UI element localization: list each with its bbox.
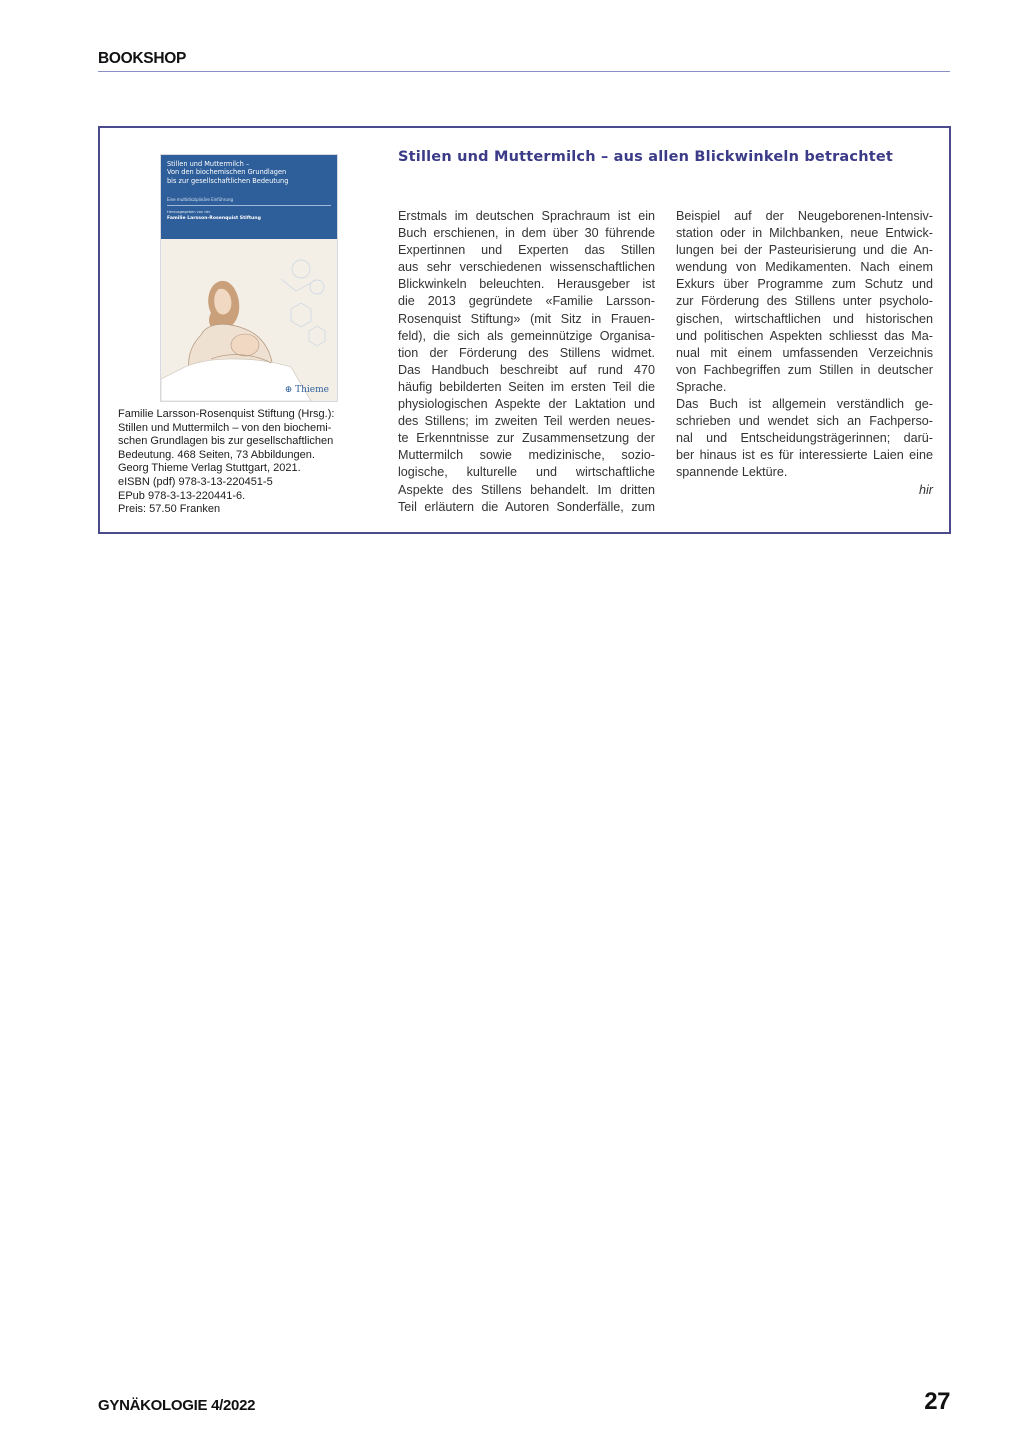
text-line: Das Handbuch beschreibt auf rund 470 bbox=[398, 362, 655, 377]
text-line: Exkurs über Programme zum Schutz und bbox=[676, 277, 933, 292]
text-line: schrieben und wendet sich an Fachperso- bbox=[676, 414, 933, 429]
publisher-logo: ⊕ Thieme bbox=[284, 385, 329, 395]
text-line: die 2013 gegründete «Familie Larsson- bbox=[398, 294, 655, 309]
text-line: lungen bei der Pasteurisierung und die An- bbox=[676, 243, 933, 258]
text-line: Rosenquist Stiftung» (mit Sitz in Frauen- bbox=[398, 311, 655, 326]
caption-line: Georg Thieme Verlag Stuttgart, 2021. bbox=[118, 462, 301, 475]
text-line: aus sehr verschiedenen wissenschaftlichen bbox=[398, 260, 655, 275]
publisher-name: Thieme bbox=[295, 385, 329, 395]
article-title: Stillen und Muttermilch – aus allen Blickwinkeln betrachtet bbox=[398, 149, 894, 165]
caption-line: Stillen und Muttermilch – von den biochemi- bbox=[118, 421, 332, 434]
header-rule bbox=[98, 71, 950, 72]
text-line: Das Buch ist allgemein verständlich ge- bbox=[676, 397, 933, 412]
cover-divider bbox=[167, 205, 331, 206]
cover-title-line: Von den biochemischen Grundlagen bbox=[167, 168, 287, 177]
text-line: Aspekte des Stillens behandelt. Im dritten bbox=[398, 482, 655, 497]
text-line: tion der Förderung des Stillens widmet. bbox=[398, 345, 655, 360]
book-review-box bbox=[98, 126, 951, 534]
cover-subtitle: Eine multidisziplinäre Einführung bbox=[167, 197, 234, 202]
text-line: nal und Entscheidungsträgerinnen; darü- bbox=[676, 431, 933, 446]
caption-line: eISBN (pdf) 978-3-13-220451-5 bbox=[118, 475, 273, 488]
book-cover bbox=[160, 154, 338, 402]
caption-line: Familie Larsson-Rosenquist Stiftung (Hrsg.): bbox=[118, 408, 335, 420]
text-line: spannende Lektüre. bbox=[676, 465, 788, 480]
caption-line: schen Grundlagen bis zur gesellschaftlichen bbox=[118, 435, 334, 448]
author-signature: hir bbox=[919, 482, 933, 497]
cover-editor: Familie Larsson-Rosenquist Stiftung bbox=[167, 216, 261, 221]
text-line: Blickwinkeln beleuchten. Herausgeber ist bbox=[398, 277, 655, 292]
text-line: Buch erschienen, in dem über 30 führende bbox=[398, 226, 655, 241]
page-number: 27 bbox=[924, 1388, 950, 1415]
text-line: Expertinnen und Experten das Stillen bbox=[398, 243, 655, 258]
mother-breastfeeding-illustration bbox=[161, 239, 337, 401]
text-line: häufig bebilderten Seiten im ersten Teil die bbox=[398, 379, 655, 394]
text-line: ber hinaus ist es für interessierte Laien eine bbox=[676, 448, 933, 463]
cover-title-panel bbox=[161, 155, 337, 239]
text-line: te Erkenntnisse zur Zusammensetzung der bbox=[398, 431, 655, 446]
text-line: zur Förderung des Stillens unter psycholo- bbox=[676, 294, 933, 309]
text-line: station oder in Milchbanken, neue Entwick- bbox=[676, 226, 933, 241]
cover-title bbox=[167, 160, 332, 185]
text-line: des Stillens; im zweiten Teil werden neues- bbox=[398, 414, 655, 429]
text-line: physiologischen Aspekte der Laktation und bbox=[398, 397, 655, 412]
caption-line: Preis: 57.50 Franken bbox=[118, 503, 221, 516]
cover-title-line: bis zur gesellschaftlichen Bedeutung bbox=[167, 176, 289, 185]
text-line: Sprache. bbox=[676, 379, 727, 394]
text-line: von Fachbegriffen zum Stillen in deutscher bbox=[676, 362, 933, 377]
article-column-2 bbox=[676, 208, 933, 499]
section-title: BOOKSHOP bbox=[98, 50, 187, 67]
text-line: gischen, wirtschaftlichen und historischen bbox=[676, 311, 933, 326]
text-line: und politischen Aspekten schliesst das Ma- bbox=[676, 328, 933, 343]
caption-line: Bedeutung. 468 Seiten, 73 Abbildungen. bbox=[118, 448, 315, 461]
book-caption bbox=[118, 408, 363, 517]
text-line: Muttermilch sowie medizinische, sozio- bbox=[398, 448, 655, 463]
text-line: Erstmals im deutschen Sprachraum ist ein bbox=[398, 209, 655, 223]
article-column-1 bbox=[398, 208, 655, 516]
text-line: logische, kulturelle und wirtschaftliche bbox=[398, 465, 655, 480]
text-line: nual mit einem umfassenden Verzeichnis bbox=[676, 345, 933, 360]
cover-title-line: Stillen und Muttermilch – bbox=[167, 160, 250, 168]
text-line: Beispiel auf der Neugeborenen-Intensiv- bbox=[676, 209, 933, 223]
text-line: feld), die sich als gemeinnützige Organisa- bbox=[398, 328, 655, 343]
cover-editor-prefix: Herausgegeben von der bbox=[167, 210, 211, 214]
caption-line: EPub 978-3-13-220441-6. bbox=[118, 489, 246, 502]
footer-journal-issue: GYNÄKOLOGIE 4/2022 bbox=[98, 1397, 256, 1414]
text-line: Teil erläutern die Autoren Sonderfälle, zum bbox=[398, 499, 655, 514]
text-line: wendung von Medikamenten. Nach einem bbox=[676, 260, 933, 275]
